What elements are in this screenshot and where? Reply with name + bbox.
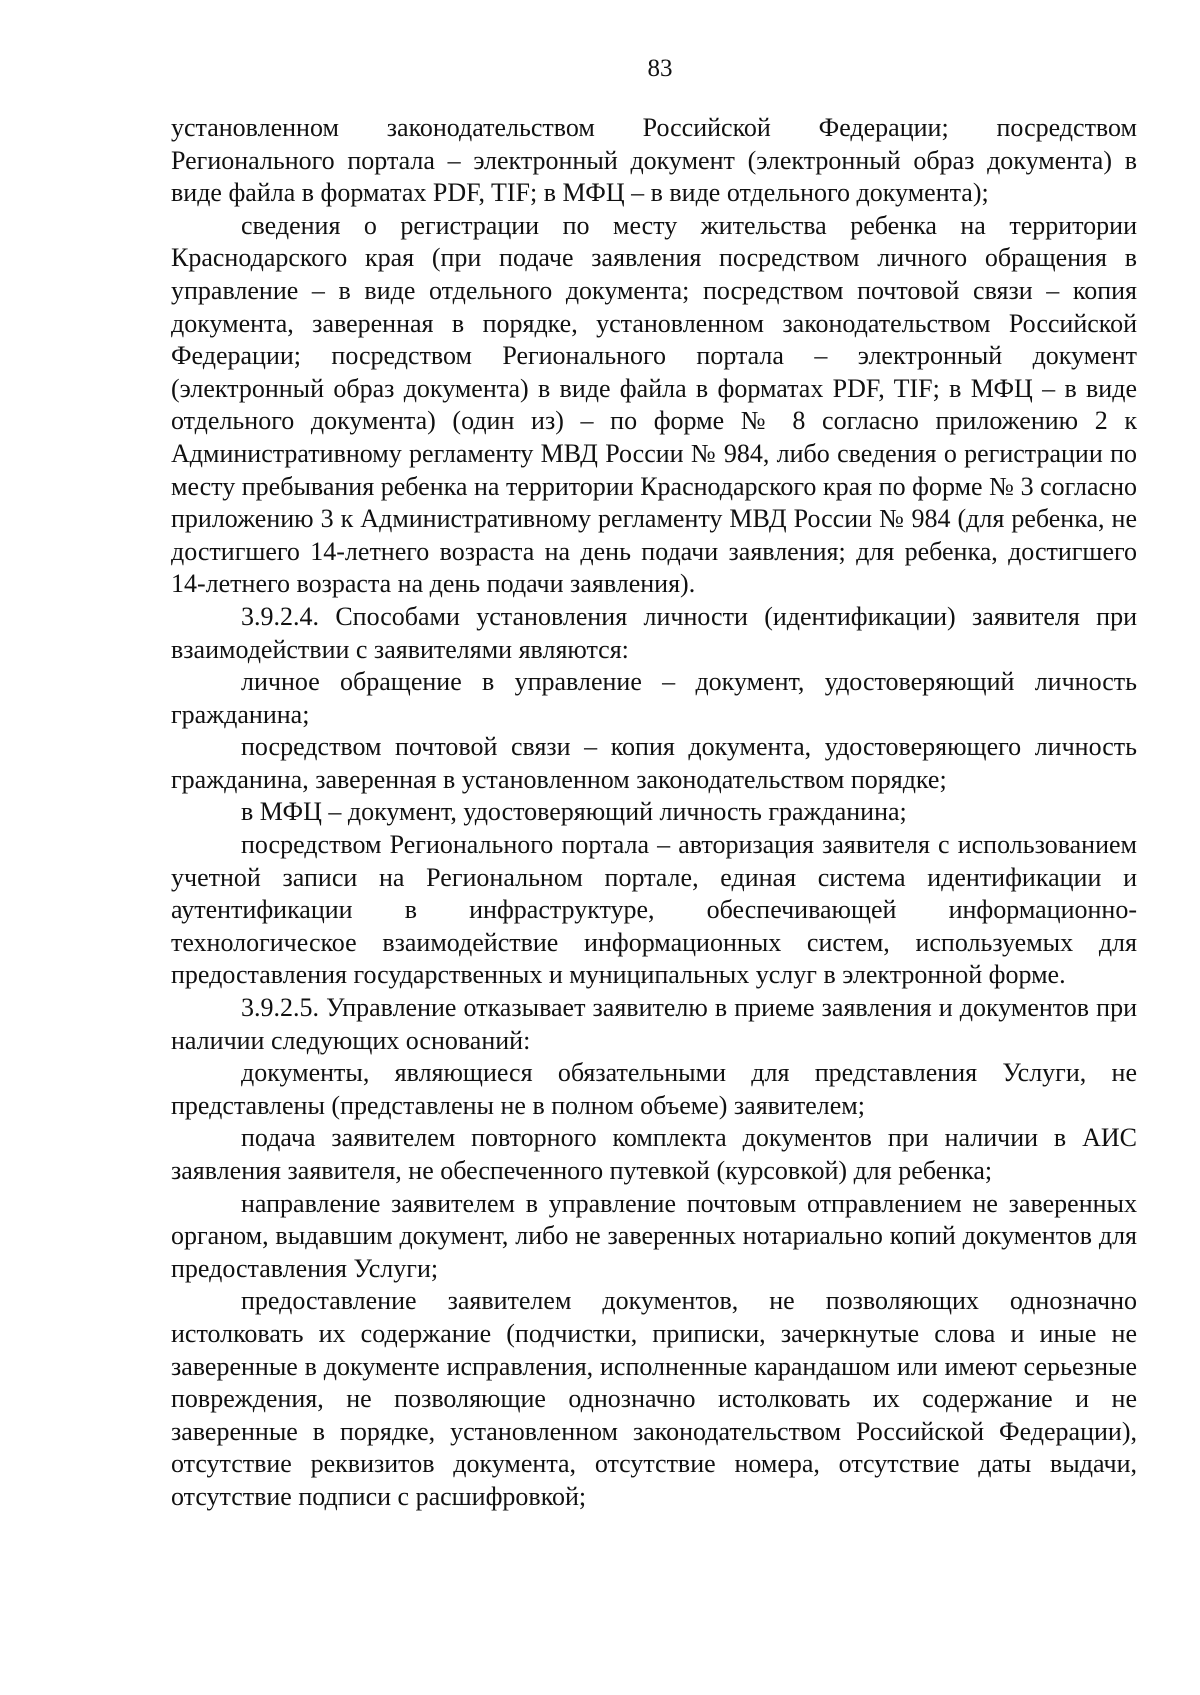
page-number: 83 (647, 55, 673, 82)
paragraph-3-9-2-5: 3.9.2.5. Управление отказывает заявителю в приеме заявления и документов при наличии следующих оснований: (171, 993, 1137, 1055)
paragraph-mfc: в МФЦ – документ, удостоверяющий личность гражданина; (241, 797, 907, 827)
paragraph-uncertified-copies: направление заявителем в управление почтовым отправлением не заверенных органом, выдавшим документ, либо не заверенных нотариально копий документов для предоставления Услуги; (171, 1188, 1137, 1283)
paragraph-3-9-2-4: 3.9.2.4. Способами установления личности (идентификации) заявителя при взаимодействии с заявителями являются: (171, 601, 1137, 664)
paragraph-regional-portal: посредством Регионального портала – авторизация заявителя с использованием учетной записи на Региональном портале, единая система идентификации и аутентификации в инфраструктуре, обеспечивающей информационно-технологическое взаимодействие информационных систем, используемых для предоставления государственных и муниципальных услуг в электронной форме. (171, 830, 1137, 990)
paragraph-personal-visit: личное обращение в управление – документ, удостоверяющий личность гражданина; (171, 667, 1137, 729)
paragraph-continuation: установленном законодательством Российской Федерации; посредством Регионального портала – электронный документ (электронный образ документа) в виде файла в форматах PDF, TIF; в МФЦ – в виде отдельного документа); (171, 113, 1137, 208)
paragraph-registration-info: сведения о регистрации по месту жительства ребенка на территории Краснодарского края (при подаче заявления посредством личного обращения в управление – в виде отдельного документа; посредством почтовой связи – копия документа, заверенная в порядке, установленном законодательством Российской Федерации; посредством Регионального портала – электронный документ (электронный образ документа) в виде файла в форматах PDF, TIF; в МФЦ – в виде отдельного документа) (один из) – по форме № 8 согласно приложению 2 к Административному регламенту МВД России № 984, либо сведения о регистрации по месту пребывания ребенка на территории Краснодарского края по форме № 3 согласно приложению 3 к Административному регламенту МВД России № 984 (для ребенка, не достигшего 14-летнего возраста на день подачи заявления; для ребенка, достигшего 14-летнего возраста на день подачи заявления). (171, 210, 1137, 599)
document-body (171, 112, 1137, 1514)
paragraph-ambiguous-documents: предоставление заявителем документов, не позволяющих однозначно истолковать их содержание (подчистки, приписки, зачеркнутые слова и иные не заверенные в документе исправления, исполненные карандашом или имеют серьезные повреждения, не позволяющие однозначно истолковать их содержание и не заверенные в порядке, установленном законодательством Российской Федерации), отсутствие реквизитов документа, отсутствие номера, отсутствие даты выдачи, отсутствие подписи с расшифровкой; (171, 1286, 1137, 1511)
paragraph-docs-not-provided: документы, являющиеся обязательными для представления Услуги, не представлены (представлены не в полном объеме) заявителем; (171, 1058, 1137, 1120)
paragraph-postal: посредством почтовой связи – копия документа, удостоверяющего личность гражданина, заверенная в установленном законодательством порядке; (171, 732, 1137, 794)
paragraph-repeated-submission: подача заявителем повторного комплекта документов при наличии в АИС заявления заявителя, не обеспеченного путевкой (курсовкой) для ребенка; (171, 1123, 1137, 1185)
